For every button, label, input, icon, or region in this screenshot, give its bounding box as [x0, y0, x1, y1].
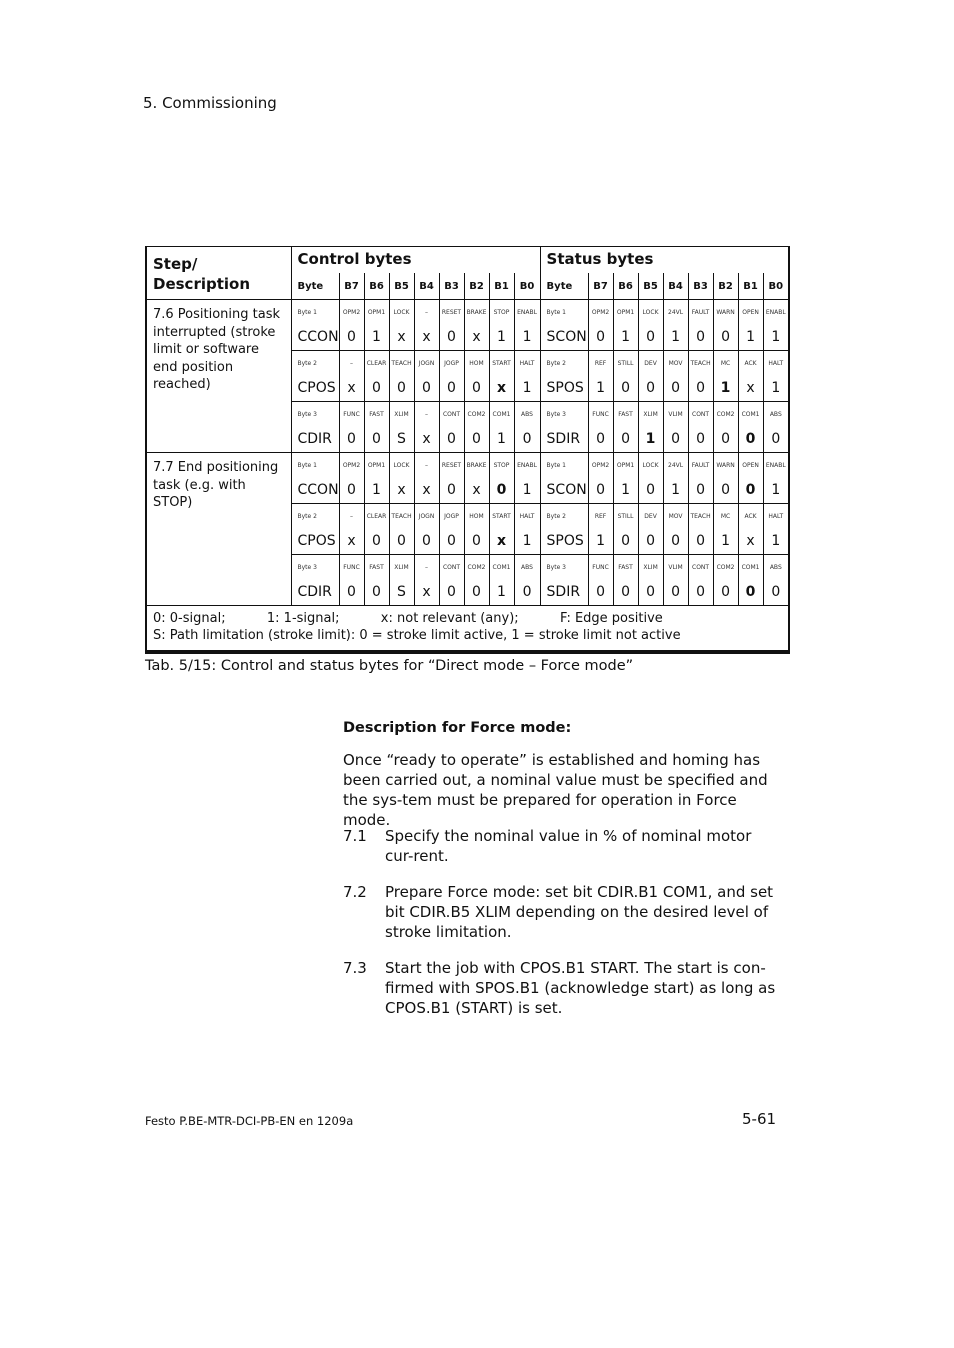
stat-bit-value: 0 [713, 579, 738, 606]
ctrl-bit-label: COM2 [464, 555, 489, 580]
ctrl-bit-label: HALT [514, 504, 540, 529]
ctrl-bit-value: S [389, 579, 414, 606]
stat-bit-label: COM2 [713, 555, 738, 580]
ctrl-byte-label: Byte 1 [291, 453, 339, 478]
stat-bit-value: 1 [663, 324, 688, 351]
stat-bit-value: 0 [713, 324, 738, 351]
ctrl-bit-value: 0 [439, 579, 464, 606]
stat-bit-value: 1 [713, 528, 738, 555]
stat-bit-label: REF [588, 504, 613, 529]
stat-bit-label: ENABL [763, 300, 789, 325]
item-text: Prepare Force mode: set bit CDIR.B1 COM1, and set bit CDIR.B5 XLIM depending on the desired level of stroke limitation. [385, 883, 774, 941]
stat-bit-value: 0 [663, 426, 688, 453]
ctrl-bit-label: XLIM [389, 555, 414, 580]
ctrl-bit-label: HOM [464, 351, 489, 376]
col-bit-b0: B0 [514, 273, 540, 300]
ctrl-bit-value: 0 [439, 426, 464, 453]
ctrl-bit-value: 0 [364, 579, 389, 606]
ctrl-bit-value: x [414, 426, 439, 453]
stat-bit-label: FAST [613, 555, 638, 580]
stat-bit-label: TEACH [688, 351, 713, 376]
stat-bit-label: VLIM [663, 555, 688, 580]
ctrl-bit-label: BRAKE [464, 453, 489, 478]
ctrl-bit-value: x [464, 324, 489, 351]
stat-bit-value: 1 [738, 324, 763, 351]
stat-byte-name: SCON [540, 324, 588, 351]
description-title: Description for Force mode: [343, 720, 572, 736]
stat-bit-label: OPM1 [613, 300, 638, 325]
stat-bit-label: CONT [688, 402, 713, 427]
ctrl-bit-label: – [339, 504, 364, 529]
ctrl-bit-value: 1 [489, 324, 514, 351]
ctrl-bit-value: x [389, 324, 414, 351]
stat-bit-value: 1 [763, 477, 789, 504]
stat-bit-value: 0 [613, 375, 638, 402]
ctrl-bit-value: x [339, 528, 364, 555]
stat-byte-name: SPOS [540, 375, 588, 402]
stat-bit-label: 24VL [663, 453, 688, 478]
stat-bit-label: VLIM [663, 402, 688, 427]
ctrl-bit-label: LOCK [389, 300, 414, 325]
header-step-description [146, 247, 291, 300]
legend-line-2: S: Path limitation (stroke limit): 0 = stroke limit active, 1 = stroke limit not active [153, 628, 681, 643]
col-bit-b3: B3 [439, 273, 464, 300]
stat-bit-value: 0 [588, 324, 613, 351]
stat-bit-label: LOCK [638, 300, 663, 325]
col-bit-b0: B0 [763, 273, 789, 300]
stat-bit-label: OPM1 [613, 453, 638, 478]
stat-bit-value: 0 [613, 426, 638, 453]
ctrl-bit-label: JOGN [414, 504, 439, 529]
ctrl-bit-value: 1 [364, 324, 389, 351]
ctrl-bit-label: ENABL [514, 453, 540, 478]
ctrl-byte-name: CCON [291, 324, 339, 351]
table-header-row [146, 247, 789, 274]
ctrl-bit-label: OPM2 [339, 300, 364, 325]
stat-byte-label: Byte 1 [540, 300, 588, 325]
item-number: 7.1 [343, 827, 367, 845]
ctrl-bit-label: RESET [439, 453, 464, 478]
stat-bit-label: FUNC [588, 555, 613, 580]
ctrl-byte-label: Byte 3 [291, 555, 339, 580]
stat-byte-label: Byte 1 [540, 453, 588, 478]
stat-bit-label: DEV [638, 504, 663, 529]
ctrl-bit-value: 0 [364, 528, 389, 555]
stat-bit-label: FAULT [688, 453, 713, 478]
ctrl-bit-label: – [414, 300, 439, 325]
ctrl-bit-label: LOCK [389, 453, 414, 478]
ctrl-byte-label: Byte 3 [291, 402, 339, 427]
stat-bit-value: 0 [588, 579, 613, 606]
col-bit-b2: B2 [713, 273, 738, 300]
ctrl-bit-label: COM1 [489, 402, 514, 427]
ctrl-bit-value: 0 [489, 477, 514, 504]
stat-bit-label: MOV [663, 351, 688, 376]
stat-bit-label: FAULT [688, 300, 713, 325]
stat-bit-value: 0 [638, 324, 663, 351]
ctrl-bit-label: CLEAR [364, 351, 389, 376]
col-bit-b6: B6 [364, 273, 389, 300]
ctrl-bit-value: 0 [439, 477, 464, 504]
col-bit-b5: B5 [638, 273, 663, 300]
stat-bit-label: XLIM [638, 402, 663, 427]
ctrl-byte-name: CDIR [291, 426, 339, 453]
ctrl-bit-value: 1 [514, 528, 540, 555]
ctrl-bit-label: CONT [439, 402, 464, 427]
ctrl-bit-label: RESET [439, 300, 464, 325]
page-number: 5-61 [742, 1110, 777, 1128]
ctrl-bit-value: x [389, 477, 414, 504]
stat-bit-value: 0 [588, 477, 613, 504]
ctrl-bit-label: START [489, 351, 514, 376]
ctrl-bit-value: 1 [514, 324, 540, 351]
stat-bit-label: OPM2 [588, 300, 613, 325]
stat-bit-value: 0 [663, 528, 688, 555]
ctrl-bit-value: 0 [389, 528, 414, 555]
col-bit-b4: B4 [414, 273, 439, 300]
item-text: Specify the nominal value in % of nominal motor cur-rent. [385, 827, 752, 865]
col-bit-b2: B2 [464, 273, 489, 300]
col-bit-b6: B6 [613, 273, 638, 300]
stat-bit-label: OPEN [738, 453, 763, 478]
stat-bit-label: COM2 [713, 402, 738, 427]
stat-bit-value: 0 [738, 579, 763, 606]
stat-byte-name: SPOS [540, 528, 588, 555]
stat-byte-label: Byte 3 [540, 402, 588, 427]
ctrl-bit-value: 0 [364, 426, 389, 453]
stat-byte-name: SDIR [540, 579, 588, 606]
header-status-bytes: Status bytes [540, 247, 789, 274]
ctrl-bit-label: OPM1 [364, 300, 389, 325]
ctrl-byte-name: CCON [291, 477, 339, 504]
ctrl-bit-label: FUNC [339, 555, 364, 580]
stat-bit-label: 24VL [663, 300, 688, 325]
ctrl-bit-value: 0 [439, 324, 464, 351]
stat-bit-value: 0 [638, 375, 663, 402]
stat-bit-value: 0 [638, 477, 663, 504]
stat-bit-value: 1 [713, 375, 738, 402]
ctrl-bit-value: 0 [514, 426, 540, 453]
table-row-labels [146, 300, 789, 325]
col-bit-b4: B4 [663, 273, 688, 300]
stat-bit-label: MC [713, 351, 738, 376]
ctrl-bit-value: 0 [339, 579, 364, 606]
stat-bit-value: 0 [763, 426, 789, 453]
ctrl-bit-label: – [414, 402, 439, 427]
stat-bit-value: 0 [638, 579, 663, 606]
ctrl-bit-value: 0 [389, 375, 414, 402]
ctrl-bit-value: 1 [489, 426, 514, 453]
ctrl-bit-value: 0 [514, 579, 540, 606]
ctrl-bit-value: 0 [464, 426, 489, 453]
stat-byte-label: Byte 3 [540, 555, 588, 580]
stat-bit-label: CONT [688, 555, 713, 580]
ctrl-bit-value: x [489, 528, 514, 555]
col-bit-b1: B1 [489, 273, 514, 300]
stat-bit-value: 0 [663, 579, 688, 606]
ctrl-bit-value: x [414, 324, 439, 351]
ctrl-bit-label: CONT [439, 555, 464, 580]
stat-bit-label: HALT [763, 504, 789, 529]
ctrl-bit-value: 1 [514, 477, 540, 504]
stat-bit-value: 0 [613, 579, 638, 606]
stat-bit-label: WARN [713, 300, 738, 325]
stat-bit-label: WARN [713, 453, 738, 478]
stat-bit-label: OPM2 [588, 453, 613, 478]
ctrl-bit-value: 0 [414, 528, 439, 555]
ctrl-bit-value: 0 [414, 375, 439, 402]
stat-bit-label: FUNC [588, 402, 613, 427]
description-intro: Once “ready to operate” is established and homing has been carried out, a nominal value must be specified and the sys-tem must be prepared for operation in Force mode. [343, 751, 768, 829]
legend-row [146, 606, 789, 653]
ctrl-byte-name: CDIR [291, 579, 339, 606]
ctrl-bit-label: START [489, 504, 514, 529]
ctrl-bit-label: FAST [364, 402, 389, 427]
col-bit-b7: B7 [588, 273, 613, 300]
ctrl-bit-value: x [464, 477, 489, 504]
stat-bit-value: 0 [713, 477, 738, 504]
stat-bit-label: HALT [763, 351, 789, 376]
stat-bit-label: STILL [613, 351, 638, 376]
ctrl-bit-value: 0 [339, 477, 364, 504]
stat-bit-value: 1 [663, 477, 688, 504]
ctrl-bit-value: 0 [464, 375, 489, 402]
ctrl-bit-value: x [489, 375, 514, 402]
stat-byte-name: SCON [540, 477, 588, 504]
col-bit-b1: B1 [738, 273, 763, 300]
ctrl-bit-value: 0 [464, 579, 489, 606]
stat-bit-value: 1 [763, 528, 789, 555]
header-control-bytes: Control bytes [291, 247, 540, 274]
ctrl-bit-label: STOP [489, 300, 514, 325]
ctrl-bit-label: JOGP [439, 504, 464, 529]
stat-bit-value: 0 [763, 579, 789, 606]
item-text: Start the job with CPOS.B1 START. The start is con-firmed with SPOS.B1 (acknowledge start) as long as CPOS.B1 (START) is set. [385, 959, 776, 1017]
stat-bit-label: ABS [763, 402, 789, 427]
stat-bit-value: 0 [688, 528, 713, 555]
ctrl-bit-value: x [339, 375, 364, 402]
ctrl-bit-value: 0 [464, 528, 489, 555]
stat-bit-value: 1 [763, 324, 789, 351]
ctrl-bit-label: HOM [464, 504, 489, 529]
ctrl-bit-value: S [389, 426, 414, 453]
stat-bit-label: TEACH [688, 504, 713, 529]
ctrl-bit-value: 1 [514, 375, 540, 402]
col-bit-b7: B7 [339, 273, 364, 300]
stat-bit-value: 0 [688, 579, 713, 606]
ctrl-bit-label: COM2 [464, 402, 489, 427]
stat-bit-label: XLIM [638, 555, 663, 580]
ctrl-bit-value: 0 [364, 375, 389, 402]
ctrl-bit-label: TEACH [389, 504, 414, 529]
ctrl-bit-label: HALT [514, 351, 540, 376]
table-legend [146, 606, 789, 653]
stat-bit-value: 1 [763, 375, 789, 402]
stat-bit-value: x [738, 528, 763, 555]
stat-bit-label: DEV [638, 351, 663, 376]
col-bit-b3: B3 [688, 273, 713, 300]
stat-bit-value: 1 [613, 477, 638, 504]
stat-bit-label: STILL [613, 504, 638, 529]
stat-bit-label: ENABL [763, 453, 789, 478]
ctrl-bit-label: – [414, 453, 439, 478]
header-description: Description [153, 275, 251, 293]
ctrl-bit-label: JOGP [439, 351, 464, 376]
stat-bit-value: 0 [638, 528, 663, 555]
col-bit-b5: B5 [389, 273, 414, 300]
stat-bit-label: FAST [613, 402, 638, 427]
stat-bit-value: 0 [738, 477, 763, 504]
col-byte: Byte [540, 273, 588, 300]
ctrl-bit-value: 1 [489, 579, 514, 606]
footer-doc-id: Festo P.BE-MTR-DCI-PB-EN en 1209a [145, 1114, 354, 1128]
stat-bit-value: 0 [688, 324, 713, 351]
ctrl-bit-value: x [414, 579, 439, 606]
stat-bit-value: 1 [613, 324, 638, 351]
stat-bit-value: 0 [713, 426, 738, 453]
legend-line-1: 0: 0-signal; 1: 1-signal; x: not relevant (any); F: Edge positive [153, 611, 663, 626]
ctrl-bit-value: 0 [339, 426, 364, 453]
ctrl-bit-label: ENABL [514, 300, 540, 325]
ctrl-bit-value: 0 [439, 528, 464, 555]
stat-bit-label: COM1 [738, 555, 763, 580]
stat-bit-value: 0 [688, 375, 713, 402]
stat-bit-value: 1 [638, 426, 663, 453]
stat-bit-label: MC [713, 504, 738, 529]
stat-bit-label: MOV [663, 504, 688, 529]
ctrl-byte-label: Byte 2 [291, 351, 339, 376]
ctrl-bit-value: 1 [364, 477, 389, 504]
stat-bit-label: ABS [763, 555, 789, 580]
stat-bit-label: LOCK [638, 453, 663, 478]
ctrl-bit-value: 0 [439, 375, 464, 402]
ctrl-bit-label: – [414, 555, 439, 580]
chapter-heading: 5. Commissioning [143, 94, 277, 112]
stat-bit-value: 0 [688, 426, 713, 453]
stat-bit-label: COM1 [738, 402, 763, 427]
control-status-table [145, 246, 786, 654]
item-number: 7.3 [343, 959, 367, 977]
ctrl-byte-label: Byte 2 [291, 504, 339, 529]
stat-bit-value: 0 [588, 426, 613, 453]
stat-bit-label: ACK [738, 351, 763, 376]
stat-bit-value: 1 [588, 528, 613, 555]
table-caption: Tab. 5/15: Control and status bytes for “Direct mode – Force mode” [145, 658, 634, 674]
table-row-labels [146, 453, 789, 478]
ctrl-bit-label: BRAKE [464, 300, 489, 325]
ctrl-bit-label: FAST [364, 555, 389, 580]
stat-bit-value: 0 [613, 528, 638, 555]
stat-bit-value: 1 [588, 375, 613, 402]
stat-byte-label: Byte 2 [540, 504, 588, 529]
ctrl-bit-label: COM1 [489, 555, 514, 580]
col-byte: Byte [291, 273, 339, 300]
step-description: 7.6 Positioning task interrupted (stroke limit or software end position reached) [146, 300, 291, 453]
ctrl-byte-label: Byte 1 [291, 300, 339, 325]
ctrl-bit-label: JOGN [414, 351, 439, 376]
ctrl-bit-label: TEACH [389, 351, 414, 376]
stat-bit-label: ACK [738, 504, 763, 529]
stat-bit-label: REF [588, 351, 613, 376]
header-step: Step/ [153, 255, 198, 273]
stat-byte-name: SDIR [540, 426, 588, 453]
stat-byte-label: Byte 2 [540, 351, 588, 376]
stat-bit-value: 0 [688, 477, 713, 504]
stat-bit-label: OPEN [738, 300, 763, 325]
stat-bit-value: 0 [738, 426, 763, 453]
stat-bit-value: 0 [663, 375, 688, 402]
ctrl-bit-label: STOP [489, 453, 514, 478]
ctrl-bit-value: 0 [339, 324, 364, 351]
ctrl-bit-label: ABS [514, 402, 540, 427]
ctrl-bit-label: FUNC [339, 402, 364, 427]
ctrl-bit-label: OPM2 [339, 453, 364, 478]
ctrl-byte-name: CPOS [291, 528, 339, 555]
ctrl-byte-name: CPOS [291, 375, 339, 402]
ctrl-bit-label: OPM1 [364, 453, 389, 478]
ctrl-bit-label: XLIM [389, 402, 414, 427]
ctrl-bit-label: ABS [514, 555, 540, 580]
ctrl-bit-label: – [339, 351, 364, 376]
ctrl-bit-value: x [414, 477, 439, 504]
item-number: 7.2 [343, 883, 367, 901]
stat-bit-value: x [738, 375, 763, 402]
ctrl-bit-label: CLEAR [364, 504, 389, 529]
bytes-table [145, 246, 790, 654]
step-description: 7.7 End positioning task (e.g. with STOP) [146, 453, 291, 606]
